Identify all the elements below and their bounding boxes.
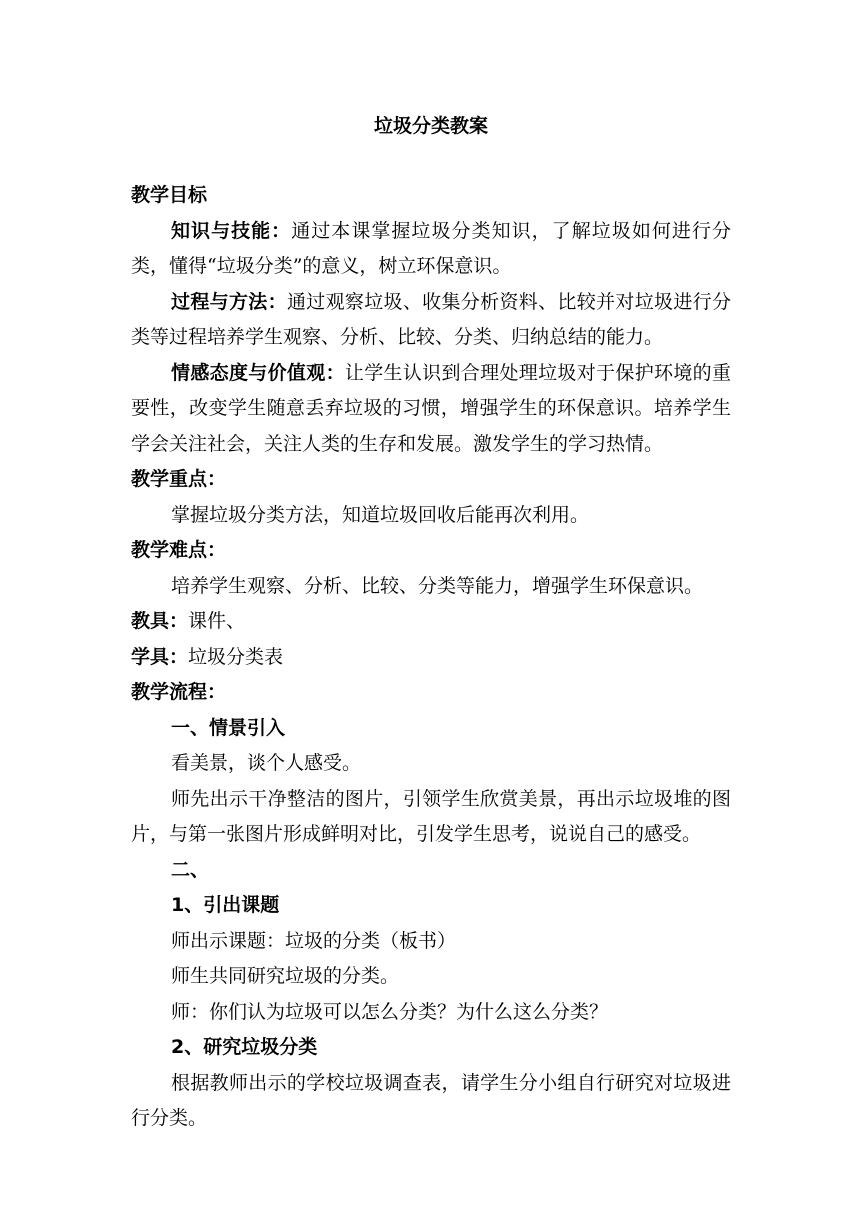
section2-title: 二、 <box>171 858 210 881</box>
document-title: 垃圾分类教案 <box>373 115 488 137</box>
objectives-heading: 教学目标 <box>131 184 208 206</box>
subsection1-paragraph-1: 师出示课题：垃圾的分类（板书） <box>171 929 457 952</box>
difficulties-text: 培养学生观察、分析、比较、分类等能力，增强学生环保意识。 <box>171 574 704 597</box>
process-heading: 教学流程： <box>131 681 227 703</box>
subsection1-title: 1、引出课题 <box>171 894 280 916</box>
learning-aids-line <box>131 640 731 676</box>
emotion-text: 让学生认识到合理处理垃圾对于保护环境的重要性，改变学生随意丢弃垃圾的习惯，增强学生的环保意识。培养学生学会关注社会，关注人类的生存和发展。激发学生的学习热情。 <box>131 361 731 455</box>
teaching-aids-label: 教具： <box>131 610 189 632</box>
document-body <box>131 178 731 1137</box>
teaching-aids-text: 课件、 <box>188 610 246 632</box>
difficulties-heading: 教学难点： <box>131 539 227 561</box>
key-points-heading: 教学重点： <box>131 468 227 490</box>
process-method-label: 过程与方法： <box>171 290 287 313</box>
section1-paragraph-2: 师先出示干净整洁的图片，引领学生欣赏美景，再出示垃圾堆的图片，与第一张图片形成鲜明对比，引发学生思考，说说自己的感受。 <box>131 787 731 845</box>
knowledge-text: 通过本课掌握垃圾分类知识，了解垃圾如何进行分类，懂得“垃圾分类”的意义，树立环保意识。 <box>131 219 731 277</box>
section1-title: 一、情景引入 <box>171 716 286 739</box>
knowledge-paragraph <box>131 214 731 285</box>
process-method-paragraph <box>131 285 731 356</box>
section1-paragraph-1: 看美景，谈个人感受。 <box>171 752 362 774</box>
process-method-text: 通过观察垃圾、收集分析资料、比较并对垃圾进行分类等过程培养学生观察、分析、比较、分类、归纳总结的能力。 <box>131 290 731 348</box>
subsection2-title: 2、研究垃圾分类 <box>171 1036 318 1058</box>
knowledge-label: 知识与技能： <box>171 219 292 242</box>
learning-aids-text: 垃圾分类表 <box>188 645 284 668</box>
emotion-label: 情感态度与价值观： <box>171 361 345 384</box>
teaching-aids-line <box>131 604 731 640</box>
subsection1-paragraph-3: 师：你们认为垃圾可以怎么分类？为什么这么分类？ <box>171 1000 609 1023</box>
learning-aids-label: 学具： <box>131 645 189 668</box>
key-points-text: 掌握垃圾分类方法，知道垃圾回收后能再次利用。 <box>171 503 590 526</box>
emotion-paragraph <box>131 356 731 463</box>
subsection1-paragraph-2: 师生共同研究垃圾的分类。 <box>171 965 400 987</box>
subsection2-paragraph-1: 根据教师出示的学校垃圾调查表，请学生分小组自行研究对垃圾进行分类。 <box>131 1071 731 1129</box>
